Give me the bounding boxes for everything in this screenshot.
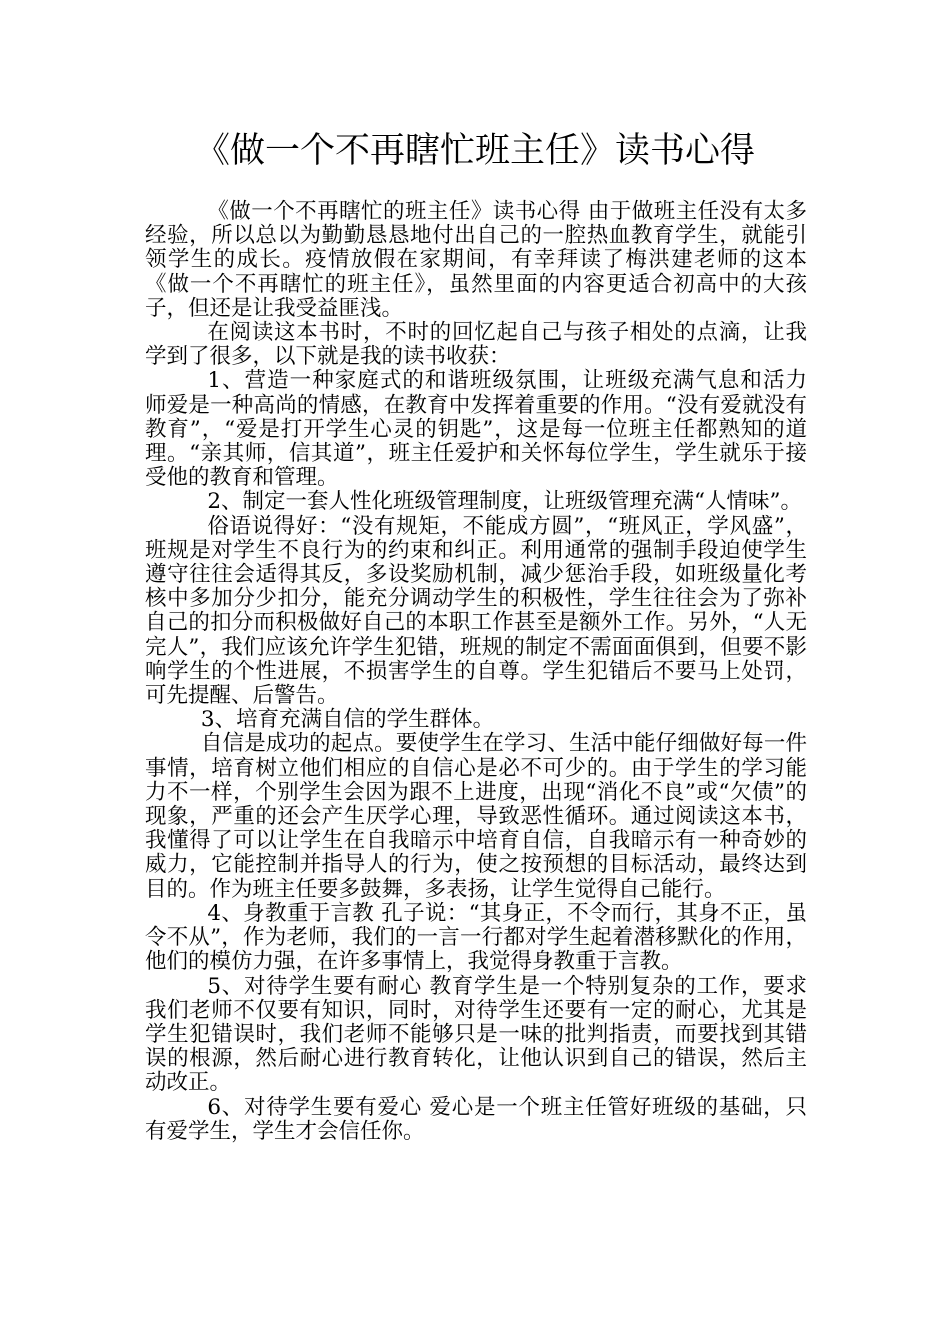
document-body — [145, 200, 807, 1144]
paragraph-point-5: 5、对待学生要有耐心 教育学生是一个特别复杂的工作，要求我们老师不仅要有知识，同时，对待学生还要有一定的耐心，尤其是学生犯错误时，我们老师不能够只是一味的批判指责，而要找到其错误的根源，然后耐心进行教育转化，让他认识到自己的错误，然后主动改正。 — [145, 973, 807, 1096]
paragraph-intro: 《做一个不再瞎忙的班主任》读书心得 由于做班主任没有太多经验，所以总以为勤勤恳恳地付出自己的一腔热血教育学生，就能引领学生的成长。疫情放假在家期间，有幸拜读了梅洪建老师的这本《做一个不再瞎忙的班主任》，虽然里面的内容更适合初高中的大孩子，但还是让我受益匪浅。 — [145, 199, 807, 321]
document-title: 《做一个不再瞎忙班主任》读书心得 — [194, 131, 755, 171]
paragraph-reading: 在阅读这本书时，不时的回忆起自己与孩子相处的点滴，让我学到了很多，以下就是我的读书收获： — [145, 320, 807, 370]
paragraph-point-3: 3、培育充满自信的学生群体。 — [200, 707, 495, 733]
paragraph-confidence: 自信是成功的起点。要使学生在学习、生活中能仔细做好每一件事情，培育树立他们相应的自信心是必不可少的。由于学生的学习能力不一样，个别学生会因为跟不上进度，出现“消化不良”或“欠债”的现象，严重的还会产生厌学心理，导致恶性循环。通过阅读这本书，我懂得了可以让学生在自我暗示中培育自信，自我暗示有一种奇妙的威力，它能控制并指导人的行为，使之按预想的目标活动，最终达到目的。作为班主任要多鼓舞，多表扬，让学生觉得自己能行。 — [145, 731, 807, 902]
paragraph-point-6: 6、对待学生要有爱心 爱心是一个班主任管好班级的基础，只有爱学生，学生才会信任你。 — [145, 1094, 807, 1144]
paragraph-class-rules: 俗语说得好：“没有规矩，不能成方圆”，“班风正，学风盛”，班规是对学生不良行为的约束和纠正。利用通常的强制手段迫使学生遵守往往会适得其反，多设奖励机制，减少惩治手段，如班级量化考核中多加分少扣分，能充分调动学生的积极性，学生往往会为了弥补自己的扣分而积极做好自己的本职工作甚至是额外工作。另外，“人无完人”，我们应该允许学生犯错，班规的制定不需面面俱到，但要不影响学生的个性进展，不损害学生的自尊。学生犯错后不要马上处罚，可先提醒、后警告。 — [145, 513, 807, 709]
paragraph-point-4: 4、身教重于言教 孔子说：“其身正，不令而行，其身不正，虽令不从”，作为老师，我们的一言一行都对学生起着潜移默化的作用，他们的模仿力强，在许多事情上，我觉得身教重于言教。 — [145, 900, 807, 975]
paragraph-point-2: 2、制定一套人性化班级管理制度，让班级管理充满“人情味”。 — [207, 489, 803, 515]
paragraph-point-1: 1、营造一种家庭式的和谐班级氛围，让班级充满气息和活力 师爱是一种高尚的情感，在教育中发挥着重要的作用。“没有爱就没有教育”，“爱是打开学生心灵的钥匙”，这是每一位班主任都熟知的道理。“亲其师，信其道”，班主任爱护和关怀每位学生，学生就乐于接受他的教育和管理。 — [145, 368, 807, 491]
